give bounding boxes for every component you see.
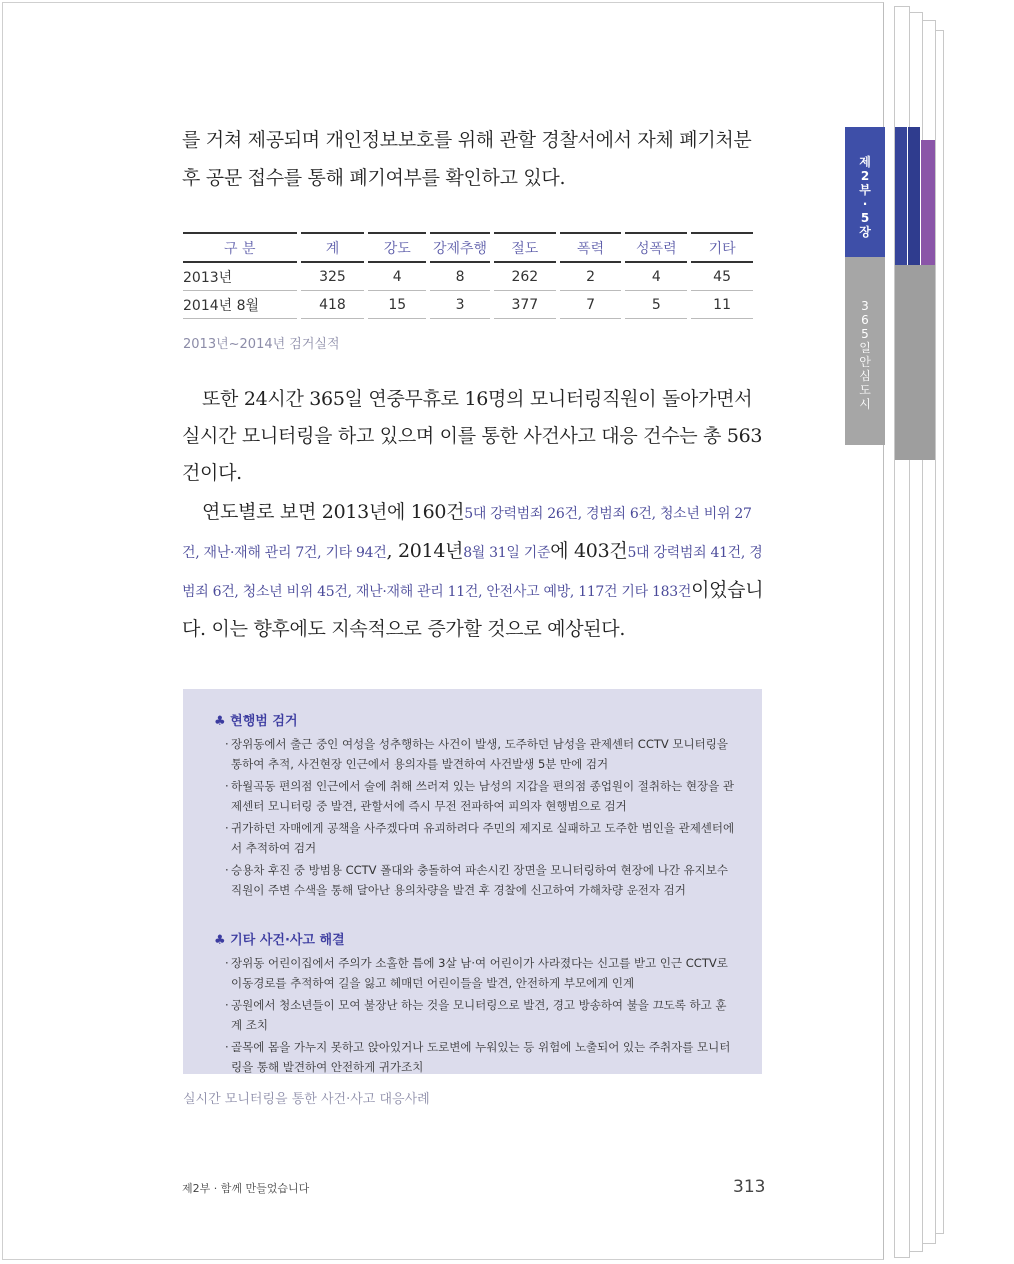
monitoring-paragraph: 또한 24시간 365일 연중무휴로 16명의 모니터링직원이 돌아가면서 실시간 모니터링을 하고 있으며 이를 통한 사건사고 대응 건수는 총 563건이다. xyxy=(182,388,763,484)
yearly-text-c: , 2014년 xyxy=(386,540,464,562)
col-header: 구 분 xyxy=(183,232,297,263)
page-number: 313 xyxy=(733,1177,766,1197)
yearly-detail-2013: 5대 강력범죄 26건, 경범죄 6건, 청소년 비위 27건, 재난·재해 관리 7건, 기타 94건 xyxy=(182,506,752,561)
tab-part2-chapter5[interactable] xyxy=(845,127,885,257)
table-row xyxy=(183,291,753,319)
tab-label-char: 시 xyxy=(859,397,871,411)
intro-paragraph: 를 거쳐 제공되며 개인정보보호를 위해 관할 경찰서에서 자체 폐기처분 후 공문 접수를 통해 폐기여부를 확인하고 있다. xyxy=(182,129,752,189)
tab-label-char: 5 xyxy=(861,327,869,341)
table-cell: 5 xyxy=(625,291,687,319)
col-header: 계 xyxy=(301,232,365,263)
tab-label-char: 장 xyxy=(859,225,871,239)
arrest-case-list xyxy=(225,734,735,902)
list-item: · 귀가하던 자매에게 공책을 사주겠다며 유괴하려다 주민의 제지로 실패하고 도주한 범인을 관제센터에서 추적하여 검거 xyxy=(225,818,735,858)
col-header: 절도 xyxy=(494,232,556,263)
tab-label-char: 안 xyxy=(859,355,871,369)
table-cell: 8 xyxy=(430,263,490,291)
tab-label-char: 제 xyxy=(859,155,871,169)
table-row xyxy=(183,263,753,291)
tab-label-char: 부 xyxy=(859,183,871,197)
list-item: · 하월곡동 편의점 인근에서 술에 취해 쓰러져 있는 남성의 지갑을 편의점 종업원이 절취하는 현장을 관제센터 모니터링 중 발견, 관할서에 즉시 무전 전파하여 피의자 현행범으로 검거 xyxy=(225,776,735,816)
col-header: 폭력 xyxy=(560,232,622,263)
table-caption: 2013년~2014년 검거실적 xyxy=(183,337,340,352)
edge-tab-strip xyxy=(908,127,920,265)
tab-label-char: 일 xyxy=(859,341,871,355)
tab-label-char: 5 xyxy=(860,211,870,225)
yearly-text-g: 이었습니다. 이는 향후에도 지속적으로 증가할 것으로 예상된다. xyxy=(182,579,764,640)
col-header: 강제추행 xyxy=(430,232,490,263)
box-caption: 실시간 모니터링을 통한 사건·사고 대응사례 xyxy=(183,1092,430,1107)
list-item: · 공원에서 청소년들이 모여 불장난 하는 것을 모니터링으로 발견, 경고 방송하여 불을 끄도록 하고 훈계 조치 xyxy=(225,995,735,1035)
tab-365-safe-city[interactable] xyxy=(845,257,885,445)
section-title-other-incidents: ♣ 기타 사건·사고 해결 xyxy=(214,933,345,948)
tab-label-char: 6 xyxy=(861,313,869,327)
tab-label-char: · xyxy=(862,197,868,211)
case-examples-box xyxy=(183,689,762,1074)
tab-label-char: 3 xyxy=(861,299,869,313)
edge-tab-strip xyxy=(895,265,935,460)
footer-section-title: 제2부 · 함께 만들었습니다 xyxy=(182,1182,310,1195)
other-case-list xyxy=(225,953,735,1079)
tab-inactive-label xyxy=(845,299,885,411)
section-title-arrests: ♣ 현행범 검거 xyxy=(214,714,298,729)
col-header: 성폭력 xyxy=(625,232,687,263)
col-header: 강도 xyxy=(368,232,426,263)
table-cell: 2 xyxy=(560,263,622,291)
table-cell: 4 xyxy=(625,263,687,291)
edge-tab-strip xyxy=(895,127,907,265)
list-item: · 장위동에서 출근 중인 여성을 성추행하는 사건이 발생, 도주하던 남성을 관제센터 CCTV 모니터링을 통하여 추적, 사건현장 인근에서 용의자를 발견하여 사건발생 5분 만에 검거 xyxy=(225,734,735,774)
table-cell: 11 xyxy=(691,291,753,319)
list-item: · 장위동 어린이집에서 주의가 소홀한 틈에 3살 남·여 어린이가 사라졌다는 신고를 받고 인근 CCTV로 이동경로를 추적하여 길을 잃고 헤매던 어린이들을 발견, 안전하게 부모에게 인계 xyxy=(225,953,735,993)
arrest-stats-table xyxy=(179,232,757,319)
tab-label-char: 2 xyxy=(860,169,870,183)
edge-tab-strip xyxy=(921,140,935,268)
table-cell: 325 xyxy=(301,263,365,291)
yearly-text-a: 연도별로 보면 2013년에 160건 xyxy=(202,501,465,523)
table-header-row xyxy=(183,232,753,263)
yearly-paragraph xyxy=(182,494,768,648)
yearly-text-e: 에 403건 xyxy=(550,540,628,562)
list-item: · 골목에 몸을 가누지 못하고 앉아있거나 도로변에 누워있는 등 위험에 노출되어 있는 주취자를 모니터링을 통해 발견하여 안전하게 귀가조치 xyxy=(225,1037,735,1077)
tab-label-char: 심 xyxy=(859,369,871,383)
table-cell: 45 xyxy=(691,263,753,291)
tab-active-label xyxy=(845,155,885,239)
table-cell: 7 xyxy=(560,291,622,319)
table-cell: 4 xyxy=(368,263,426,291)
table-cell: 3 xyxy=(430,291,490,319)
table-cell: 15 xyxy=(368,291,426,319)
table-cell: 2013년 xyxy=(183,263,297,291)
list-item: · 승용차 후진 중 방범용 CCTV 폴대와 충돌하여 파손시킨 장면을 모니터링하여 현장에 나간 유지보수 직원이 주변 수색을 통해 달아난 용의차량을 발견 후 경찰에 신고하여 가해차량 운전자 검거 xyxy=(225,860,735,900)
table-cell: 2014년 8월 xyxy=(183,291,297,319)
yearly-detail-2014: 5대 강력범죄 41건, 경범죄 6건, 청소년 비위 45건, 재난·재해 관리 11건, 안전사고 예방, 117건 기타 183건 xyxy=(182,545,763,600)
table-cell: 418 xyxy=(301,291,365,319)
col-header: 기타 xyxy=(691,232,753,263)
yearly-detail-date: 8월 31일 기준 xyxy=(463,545,551,561)
table-cell: 262 xyxy=(494,263,556,291)
tab-label-char: 도 xyxy=(859,383,871,397)
table-cell: 377 xyxy=(494,291,556,319)
